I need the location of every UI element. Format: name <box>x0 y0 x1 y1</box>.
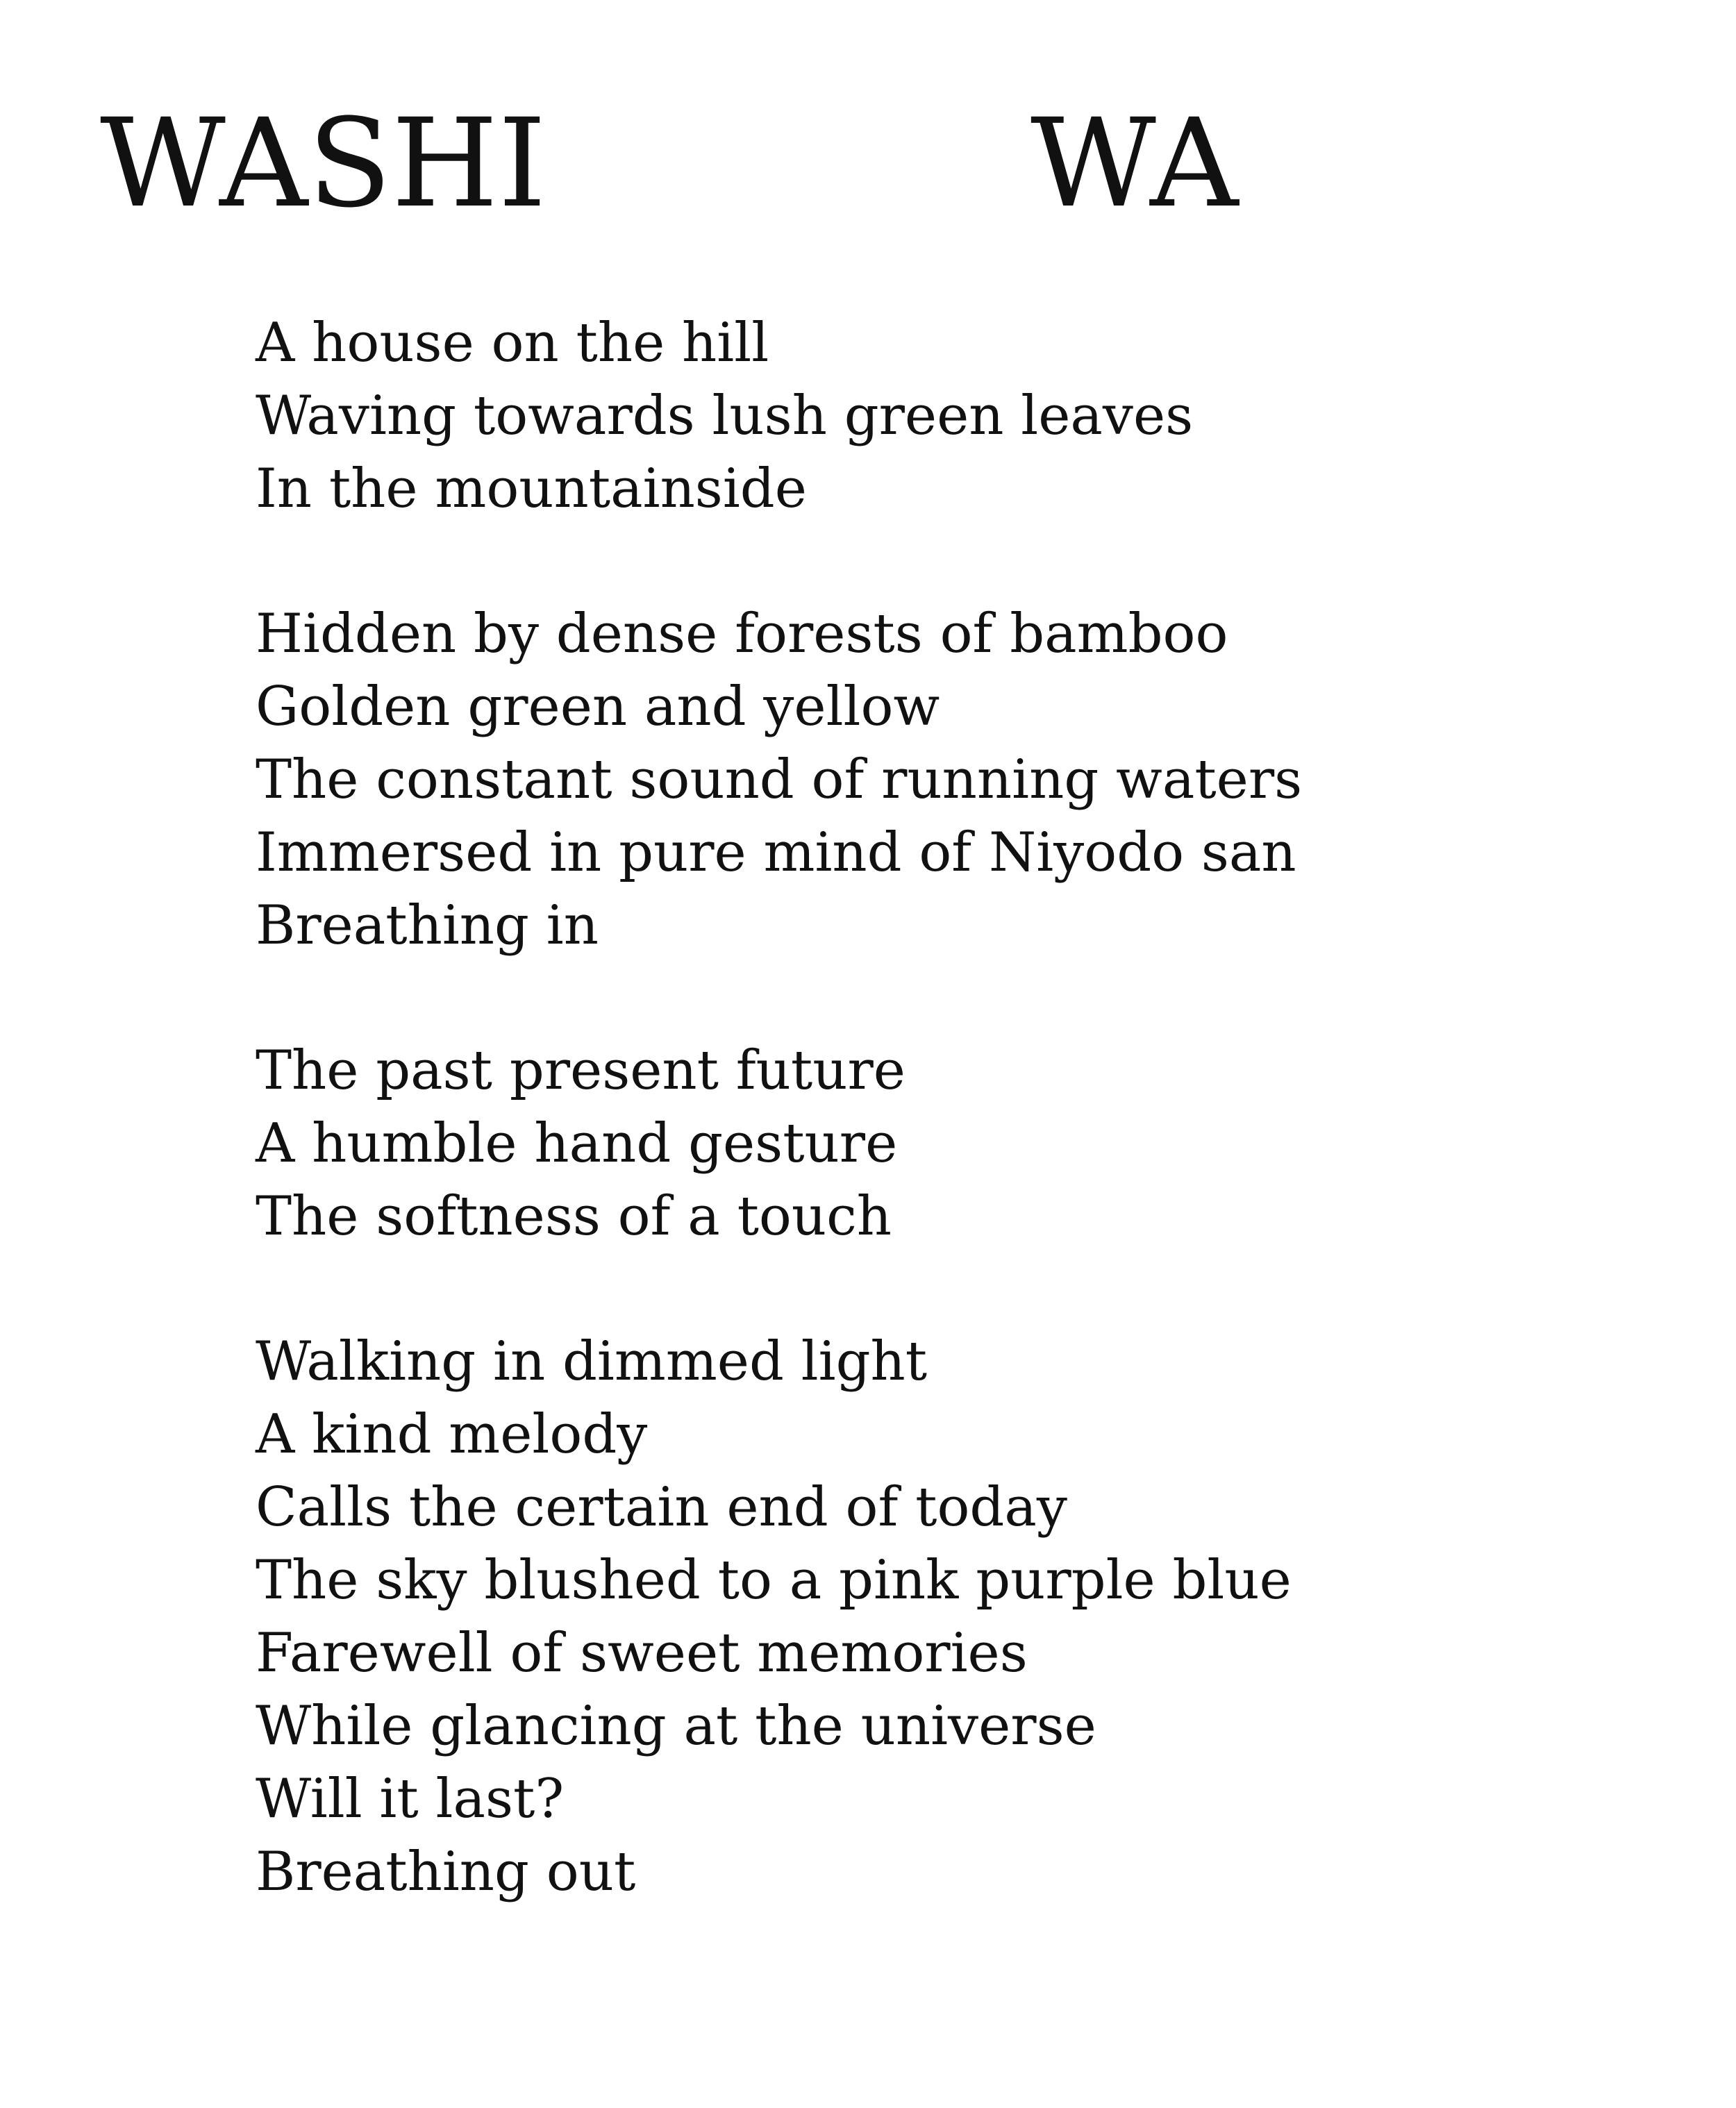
title-right-word: WA <box>1030 92 1239 235</box>
poem-body <box>256 307 1575 1981</box>
poem-line: The sky blushed to a pink purple blue <box>256 1549 1292 1612</box>
stanza-3 <box>256 1035 1575 1253</box>
poem-line: Immersed in pure mind of Niyodo san <box>256 821 1296 884</box>
poem-line: Calls the certain end of today <box>256 1476 1067 1539</box>
poem-line: Golden green and yellow <box>256 676 940 738</box>
poem-line: A house on the hill <box>256 312 769 374</box>
poem-line: The past present future <box>256 1039 905 1102</box>
poem-line: While glancing at the universe <box>256 1695 1096 1757</box>
title-left-word: WASHI <box>100 92 546 235</box>
stanza-1 <box>256 307 1575 526</box>
poem-line: The softness of a touch <box>256 1185 892 1248</box>
poem-line: The constant sound of running waters <box>256 748 1303 811</box>
poem-line: Walking in dimmed light <box>256 1330 928 1393</box>
poem-line: Will it last? <box>256 1768 565 1830</box>
poem-line: Breathing out <box>256 1841 636 1903</box>
poem-line: Hidden by dense forests of bamboo <box>256 603 1228 665</box>
poem-line: Breathing in <box>256 894 599 957</box>
poem-line: Farewell of sweet memories <box>256 1622 1028 1684</box>
stanza-2 <box>256 598 1575 962</box>
poem-line: Waving towards lush green leaves <box>256 385 1194 447</box>
poem-line: A kind melody <box>256 1403 648 1466</box>
poem-line: In the mountainside <box>256 458 807 520</box>
stanza-4 <box>256 1325 1575 1909</box>
poem-line: A humble hand gesture <box>256 1112 898 1175</box>
